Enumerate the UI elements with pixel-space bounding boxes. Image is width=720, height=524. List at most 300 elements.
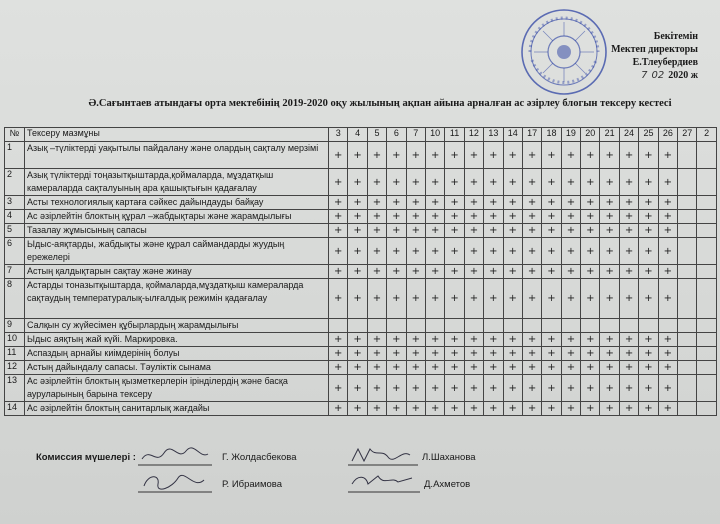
header-day: 17 (522, 128, 541, 142)
check-mark-cell: + (619, 265, 638, 279)
check-mark-cell: + (658, 361, 677, 375)
check-mark-cell: + (600, 196, 619, 210)
header-number: № (5, 128, 25, 142)
check-mark-cell: + (484, 224, 503, 238)
check-mark-cell: + (561, 196, 580, 210)
check-mark-cell: + (484, 169, 503, 196)
check-mark-cell: + (387, 210, 406, 224)
check-mark-cell: + (348, 169, 367, 196)
check-mark-cell: + (464, 265, 483, 279)
approval-heading: Бекітемін (653, 31, 698, 42)
check-mark-cell: + (600, 265, 619, 279)
check-mark-cell: + (329, 142, 348, 169)
check-mark-cell: + (484, 279, 503, 319)
check-mark-cell: + (542, 333, 561, 347)
check-mark-cell (697, 375, 716, 402)
check-mark-cell: + (639, 361, 658, 375)
check-mark-cell (697, 238, 716, 265)
check-mark-cell (658, 319, 677, 333)
check-mark-cell: + (600, 375, 619, 402)
row-content: Ас әзірлейтін блоктың қызметкерлерін ірінділердің және басқа ауруларының барына тексеру (25, 375, 329, 402)
check-mark-cell (678, 169, 697, 196)
row-number: 10 (5, 333, 25, 347)
header-day: 18 (542, 128, 561, 142)
check-mark-cell: + (639, 279, 658, 319)
row-number: 13 (5, 375, 25, 402)
row-content: Азық түліктерді тоңазытқыштарда,қоймаларда, мұздатқыш камераларда сақталуының ара қашықтығын қадағалау (25, 169, 329, 196)
check-mark-cell: + (503, 375, 522, 402)
check-mark-cell: + (581, 224, 600, 238)
check-mark-cell: + (522, 279, 541, 319)
check-mark-cell: + (445, 279, 464, 319)
check-mark-cell (522, 319, 541, 333)
header-day: 5 (367, 128, 386, 142)
check-mark-cell: + (542, 361, 561, 375)
check-mark-cell: + (348, 279, 367, 319)
row-number: 14 (5, 402, 25, 416)
row-number: 6 (5, 238, 25, 265)
date-day: 7 (641, 70, 648, 81)
check-mark-cell: + (522, 375, 541, 402)
row-content: Азық –түліктерді уақытылы пайдалану және олардың сақталу мерзімі (25, 142, 329, 169)
check-mark-cell (678, 347, 697, 361)
check-mark-cell: + (387, 402, 406, 416)
check-mark-cell: + (658, 169, 677, 196)
check-mark-cell: + (542, 375, 561, 402)
check-mark-cell: + (445, 224, 464, 238)
header-day: 20 (581, 128, 600, 142)
check-mark-cell: + (387, 347, 406, 361)
check-mark-cell: + (425, 238, 444, 265)
check-mark-cell (697, 279, 716, 319)
check-mark-cell: + (406, 347, 425, 361)
check-mark-cell: + (503, 265, 522, 279)
check-mark-cell: + (484, 210, 503, 224)
table-row (5, 142, 717, 169)
check-mark-cell: + (561, 224, 580, 238)
header-day: 26 (658, 128, 677, 142)
check-mark-cell (697, 347, 716, 361)
check-mark-cell: + (619, 142, 638, 169)
signature-4 (348, 470, 471, 494)
check-mark-cell: + (464, 210, 483, 224)
check-mark-cell: + (561, 333, 580, 347)
check-mark-cell (697, 402, 716, 416)
check-mark-cell: + (619, 169, 638, 196)
check-mark-cell (697, 361, 716, 375)
check-mark-cell: + (503, 361, 522, 375)
check-mark-cell: + (639, 224, 658, 238)
check-mark-cell: + (425, 347, 444, 361)
table-row (5, 169, 717, 196)
check-mark-cell: + (367, 347, 386, 361)
row-content: Аспаздың арнайы киімдерінің болуы (25, 347, 329, 361)
check-mark-cell: + (561, 361, 580, 375)
check-mark-cell: + (542, 224, 561, 238)
approval-block (548, 30, 698, 82)
check-mark-cell: + (522, 402, 541, 416)
header-day: 2 (697, 128, 716, 142)
check-mark-cell: + (387, 238, 406, 265)
check-mark-cell: + (639, 347, 658, 361)
check-mark-cell: + (445, 142, 464, 169)
header-day: 27 (678, 128, 697, 142)
approval-date (548, 69, 698, 82)
check-mark-cell (348, 319, 367, 333)
check-mark-cell: + (464, 169, 483, 196)
check-mark-cell: + (542, 265, 561, 279)
check-mark-cell: + (367, 333, 386, 347)
check-mark-cell: + (445, 238, 464, 265)
check-mark-cell: + (581, 402, 600, 416)
row-content: Ас әзірлейтін блоктың санитарлық жағдайы (25, 402, 329, 416)
row-content: Астарды тоназытқыштарда, қоймаларда,мұздатқыш камераларда сақтаудың температуралық-ылғалдық режимін қадағалау (25, 279, 329, 319)
check-mark-cell: + (406, 238, 425, 265)
check-mark-cell: + (387, 142, 406, 169)
check-mark-cell (697, 142, 716, 169)
check-mark-cell (678, 210, 697, 224)
check-mark-cell: + (619, 224, 638, 238)
check-mark-cell: + (367, 265, 386, 279)
header-day: 12 (464, 128, 483, 142)
check-mark-cell: + (387, 279, 406, 319)
check-mark-cell (387, 319, 406, 333)
check-mark-cell: + (522, 333, 541, 347)
member-name-3: Р. Ибраимова (222, 479, 283, 490)
check-mark-cell (678, 142, 697, 169)
row-number: 5 (5, 224, 25, 238)
check-mark-cell: + (445, 210, 464, 224)
check-mark-cell (503, 319, 522, 333)
check-mark-cell: + (406, 196, 425, 210)
check-mark-cell: + (581, 238, 600, 265)
check-mark-cell: + (561, 210, 580, 224)
check-mark-cell: + (542, 402, 561, 416)
header-content: Тексеру мазмұны (25, 128, 329, 142)
check-mark-cell: + (329, 279, 348, 319)
header-day: 10 (425, 128, 444, 142)
table-row (5, 347, 717, 361)
table-header-row (5, 128, 717, 142)
header-day: 3 (329, 128, 348, 142)
check-mark-cell: + (639, 238, 658, 265)
check-mark-cell: + (445, 375, 464, 402)
check-mark-cell: + (406, 361, 425, 375)
check-mark-cell: + (348, 361, 367, 375)
check-mark-cell: + (425, 402, 444, 416)
check-mark-cell: + (581, 265, 600, 279)
check-mark-cell (697, 210, 716, 224)
check-mark-cell: + (348, 224, 367, 238)
check-mark-cell (425, 319, 444, 333)
document-title: Ә.Сағынтаев атындағы орта мектебінің 2019-2020 оқу жылының ақпан айына арналған ас әзірлеу блогын тексеру кестесі (88, 98, 672, 109)
check-mark-cell: + (639, 333, 658, 347)
check-mark-cell: + (658, 238, 677, 265)
check-mark-cell: + (367, 402, 386, 416)
check-mark-cell: + (464, 375, 483, 402)
table-row (5, 224, 717, 238)
check-mark-cell: + (425, 279, 444, 319)
check-mark-cell: + (367, 169, 386, 196)
table-row (5, 319, 717, 333)
check-mark-cell: + (561, 347, 580, 361)
check-mark-cell: + (503, 142, 522, 169)
check-mark-cell: + (581, 347, 600, 361)
table-row (5, 238, 717, 265)
check-mark-cell (600, 319, 619, 333)
signature-3 (138, 470, 283, 494)
header-day: 14 (503, 128, 522, 142)
check-mark-cell: + (367, 210, 386, 224)
check-mark-cell: + (425, 265, 444, 279)
check-mark-cell: + (387, 265, 406, 279)
check-mark-cell (697, 196, 716, 210)
row-number: 12 (5, 361, 25, 375)
check-mark-cell: + (581, 142, 600, 169)
check-mark-cell: + (445, 333, 464, 347)
check-mark-cell: + (348, 402, 367, 416)
check-mark-cell: + (639, 169, 658, 196)
check-mark-cell (697, 333, 716, 347)
check-mark-cell: + (542, 238, 561, 265)
check-mark-cell: + (367, 142, 386, 169)
check-mark-cell (581, 319, 600, 333)
check-mark-cell (697, 169, 716, 196)
check-mark-cell: + (522, 196, 541, 210)
header-day: 25 (639, 128, 658, 142)
check-mark-cell (697, 319, 716, 333)
check-mark-cell: + (561, 402, 580, 416)
table-row (5, 361, 717, 375)
check-mark-cell: + (484, 402, 503, 416)
check-mark-cell (329, 319, 348, 333)
check-mark-cell (639, 319, 658, 333)
check-mark-cell: + (639, 142, 658, 169)
check-mark-cell: + (348, 142, 367, 169)
check-mark-cell: + (581, 196, 600, 210)
member-name-1: Г. Жолдасбекова (222, 452, 297, 463)
check-mark-cell: + (522, 347, 541, 361)
check-mark-cell: + (329, 238, 348, 265)
check-mark-cell: + (619, 347, 638, 361)
check-mark-cell: + (367, 279, 386, 319)
header-day: 4 (348, 128, 367, 142)
check-mark-cell: + (658, 333, 677, 347)
check-mark-cell: + (329, 196, 348, 210)
row-number: 3 (5, 196, 25, 210)
check-mark-cell: + (503, 196, 522, 210)
check-mark-cell: + (658, 210, 677, 224)
table-row (5, 402, 717, 416)
check-mark-cell: + (464, 224, 483, 238)
check-mark-cell: + (445, 347, 464, 361)
check-mark-cell: + (406, 265, 425, 279)
header-day: 24 (619, 128, 638, 142)
check-mark-cell: + (425, 361, 444, 375)
check-mark-cell: + (464, 196, 483, 210)
check-mark-cell: + (445, 361, 464, 375)
check-mark-cell: + (464, 333, 483, 347)
check-mark-cell: + (542, 210, 561, 224)
check-mark-cell (484, 319, 503, 333)
check-mark-cell: + (484, 265, 503, 279)
check-mark-cell: + (600, 210, 619, 224)
check-mark-cell: + (503, 402, 522, 416)
check-mark-cell: + (522, 210, 541, 224)
date-year: 2020 ж (668, 70, 698, 81)
header-day: 6 (387, 128, 406, 142)
check-mark-cell: + (406, 375, 425, 402)
check-mark-cell (678, 375, 697, 402)
check-mark-cell: + (503, 210, 522, 224)
check-mark-cell: + (619, 210, 638, 224)
check-mark-cell: + (425, 375, 444, 402)
table-row (5, 375, 717, 402)
check-mark-cell: + (329, 375, 348, 402)
row-content: Ас әзірлейтін блоктың құрал –жабдықтары және жарамдылығы (25, 210, 329, 224)
check-mark-cell: + (367, 196, 386, 210)
check-mark-cell: + (445, 402, 464, 416)
check-mark-cell: + (639, 210, 658, 224)
row-content: Ыдыс аяқтың жай күйі. Маркировка. (25, 333, 329, 347)
check-mark-cell: + (329, 333, 348, 347)
check-mark-cell: + (581, 333, 600, 347)
check-mark-cell: + (639, 402, 658, 416)
row-content: Астың қалдықтарын сақтау және жинау (25, 265, 329, 279)
inspection-table (4, 127, 717, 416)
check-mark-cell: + (561, 169, 580, 196)
check-mark-cell (561, 319, 580, 333)
row-number: 2 (5, 169, 25, 196)
check-mark-cell: + (348, 375, 367, 402)
check-mark-cell: + (561, 238, 580, 265)
check-mark-cell (678, 196, 697, 210)
check-mark-cell: + (387, 375, 406, 402)
check-mark-cell: + (600, 238, 619, 265)
check-mark-cell: + (561, 265, 580, 279)
check-mark-cell: + (406, 333, 425, 347)
check-mark-cell: + (348, 333, 367, 347)
row-content: Астың дайындалу сапасы. Тәуліктік сынама (25, 361, 329, 375)
check-mark-cell: + (658, 375, 677, 402)
check-mark-cell: + (542, 347, 561, 361)
check-mark-cell: + (503, 224, 522, 238)
row-content: Тазалау жұмысының сапасы (25, 224, 329, 238)
check-mark-cell: + (581, 279, 600, 319)
check-mark-cell: + (348, 196, 367, 210)
check-mark-cell: + (387, 224, 406, 238)
header-day: 13 (484, 128, 503, 142)
check-mark-cell: + (503, 238, 522, 265)
check-mark-cell: + (503, 169, 522, 196)
signature-1 (138, 445, 297, 467)
row-content: Салқын су жүйесімен құбырлардың жарамдылығы (25, 319, 329, 333)
check-mark-cell: + (600, 224, 619, 238)
check-mark-cell: + (658, 279, 677, 319)
check-mark-cell: + (445, 196, 464, 210)
check-mark-cell (678, 319, 697, 333)
check-mark-cell: + (387, 361, 406, 375)
check-mark-cell (445, 319, 464, 333)
check-mark-cell: + (329, 402, 348, 416)
check-mark-cell: + (542, 169, 561, 196)
check-mark-cell (678, 361, 697, 375)
check-mark-cell: + (406, 169, 425, 196)
check-mark-cell: + (503, 333, 522, 347)
row-number: 8 (5, 279, 25, 319)
check-mark-cell: + (329, 224, 348, 238)
check-mark-cell: + (464, 142, 483, 169)
check-mark-cell: + (658, 196, 677, 210)
check-mark-cell: + (484, 375, 503, 402)
check-mark-cell: + (522, 238, 541, 265)
director-name: Е.Тлеубердиев (632, 57, 698, 68)
member-name-2: Л.Шаханова (422, 452, 476, 463)
check-mark-cell (697, 265, 716, 279)
header-day: 19 (561, 128, 580, 142)
check-mark-cell: + (464, 279, 483, 319)
check-mark-cell: + (639, 265, 658, 279)
check-mark-cell: + (348, 238, 367, 265)
check-mark-cell: + (329, 347, 348, 361)
check-mark-cell: + (600, 279, 619, 319)
check-mark-cell: + (406, 142, 425, 169)
check-mark-cell: + (503, 347, 522, 361)
check-mark-cell: + (348, 347, 367, 361)
check-mark-cell: + (464, 238, 483, 265)
table-row (5, 265, 717, 279)
check-mark-cell: + (484, 142, 503, 169)
check-mark-cell: + (522, 224, 541, 238)
check-mark-cell: + (425, 210, 444, 224)
check-mark-cell: + (464, 402, 483, 416)
row-content: Ыдыс-аяқтарды, жабдықты және құрал саймандарды жуудың ережелері (25, 238, 329, 265)
check-mark-cell: + (406, 210, 425, 224)
check-mark-cell: + (406, 279, 425, 319)
check-mark-cell: + (367, 224, 386, 238)
check-mark-cell: + (329, 210, 348, 224)
header-day: 21 (600, 128, 619, 142)
check-mark-cell: + (464, 347, 483, 361)
check-mark-cell: + (619, 375, 638, 402)
check-mark-cell: + (522, 142, 541, 169)
check-mark-cell: + (406, 402, 425, 416)
check-mark-cell: + (658, 224, 677, 238)
header-day: 11 (445, 128, 464, 142)
check-mark-cell (367, 319, 386, 333)
check-mark-cell: + (425, 196, 444, 210)
check-mark-cell: + (619, 333, 638, 347)
row-number: 1 (5, 142, 25, 169)
check-mark-cell: + (542, 279, 561, 319)
check-mark-cell: + (484, 361, 503, 375)
check-mark-cell (678, 265, 697, 279)
check-mark-cell: + (425, 142, 444, 169)
row-number: 9 (5, 319, 25, 333)
check-mark-cell: + (658, 142, 677, 169)
check-mark-cell: + (658, 265, 677, 279)
check-mark-cell: + (658, 347, 677, 361)
check-mark-cell (542, 319, 561, 333)
check-mark-cell: + (387, 333, 406, 347)
check-mark-cell (406, 319, 425, 333)
check-mark-cell: + (329, 265, 348, 279)
check-mark-cell: + (600, 402, 619, 416)
check-mark-cell: + (522, 361, 541, 375)
check-mark-cell (678, 402, 697, 416)
check-mark-cell (678, 238, 697, 265)
check-mark-cell: + (329, 169, 348, 196)
